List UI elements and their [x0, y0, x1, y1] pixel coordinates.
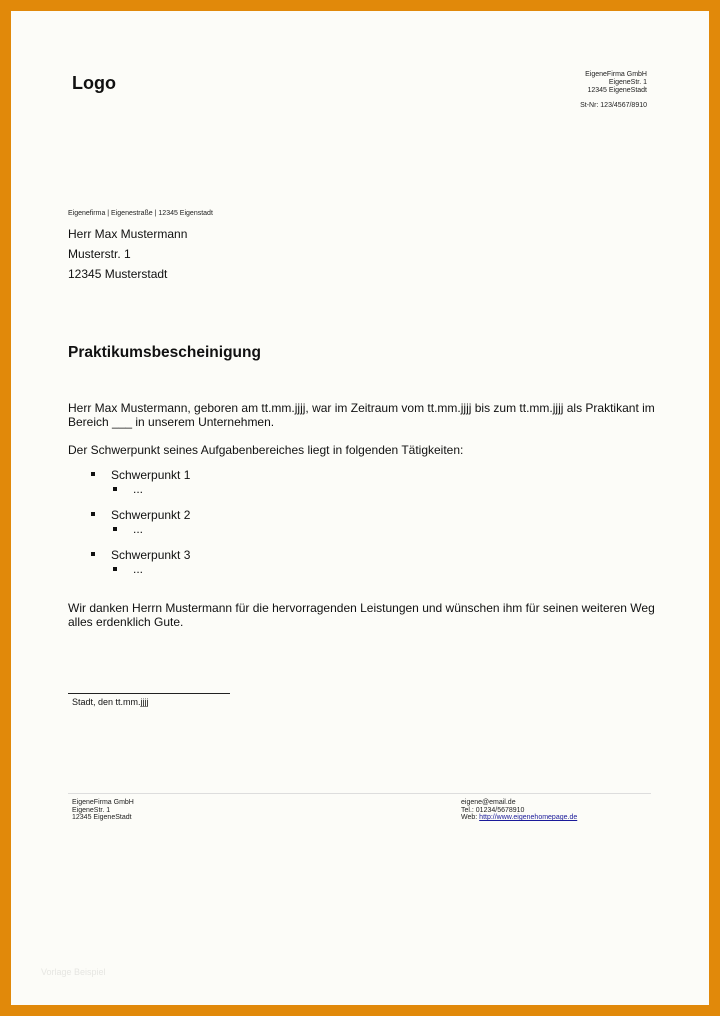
- focus-point-label: Schwerpunkt 3: [111, 548, 191, 562]
- letterhead-company-block: [580, 71, 647, 110]
- footer-email: eigene@email.de: [461, 799, 516, 806]
- focus-point-sub: ...: [133, 522, 144, 536]
- focus-point-sub: ...: [133, 562, 144, 576]
- signature-place-date: Stadt, den tt.mm.jjjj: [72, 697, 149, 707]
- list-item: [91, 548, 391, 588]
- tax-number: St-Nr: 123/4567/8910: [580, 102, 647, 109]
- footer-company-street: EigeneStr. 1: [72, 806, 111, 814]
- list-item: [91, 468, 391, 508]
- footer-company-city: 12345 EigeneStadt: [72, 814, 132, 821]
- focus-point-label: Schwerpunkt 1: [111, 468, 191, 482]
- square-bullet-icon: [113, 527, 117, 531]
- list-item: [91, 508, 391, 548]
- recipient-street: Musterstr. 1: [68, 247, 131, 261]
- company-street: EigeneStr. 1: [608, 79, 647, 86]
- recipient-name: Herr Max Mustermann: [68, 227, 188, 241]
- footer-phone: Tel.: 01234/5678910: [461, 806, 525, 814]
- footer-divider: [68, 793, 651, 794]
- logo: Logo: [72, 73, 116, 93]
- document-title: Praktikumsbescheinigung: [68, 344, 261, 361]
- focus-point-label: Schwerpunkt 2: [111, 508, 191, 522]
- company-name: EigeneFirma GmbH: [585, 71, 647, 78]
- footer-company-name: EigeneFirma GmbH: [72, 799, 134, 806]
- square-bullet-icon: [91, 552, 95, 556]
- square-bullet-icon: [91, 472, 95, 476]
- square-bullet-icon: [113, 567, 117, 571]
- company-city: 12345 EigeneStadt: [587, 87, 647, 94]
- recipient-city: 12345 Musterstadt: [68, 267, 168, 281]
- footer-web: [461, 814, 577, 822]
- recipient-address: [68, 224, 187, 284]
- footer-company-block: [72, 799, 134, 822]
- watermark: Vorlage Beispiel: [41, 967, 106, 977]
- signature-line: [68, 693, 230, 694]
- footer-web-link[interactable]: http://www.eigenehomepage.de: [479, 814, 578, 821]
- sender-line: Eigenefirma | Eigenestraße | 12345 Eigenstadt: [68, 210, 213, 217]
- intro-paragraph: Herr Max Mustermann, geboren am tt.mm.jjjj, war im Zeitraum vom tt.mm.jjjj bis zum tt.mm.jjjj als Praktikant im Bereich ___ in unserem Unternehmen.: [68, 401, 655, 429]
- focus-intro-paragraph: Der Schwerpunkt seines Aufgabenbereiches liegt in folgenden Tätigkeiten:: [68, 443, 464, 457]
- document-page: [11, 11, 709, 1005]
- footer-web-label: Web:: [461, 814, 478, 821]
- focus-point-sub: ...: [133, 482, 144, 496]
- footer-contact-block: [461, 799, 577, 822]
- focus-list: [91, 468, 391, 588]
- closing-paragraph: Wir danken Herrn Mustermann für die hervorragenden Leistungen und wünschen ihm für seinen weiteren Weg alles erdenklich Gute.: [68, 601, 655, 629]
- square-bullet-icon: [91, 512, 95, 516]
- square-bullet-icon: [113, 487, 117, 491]
